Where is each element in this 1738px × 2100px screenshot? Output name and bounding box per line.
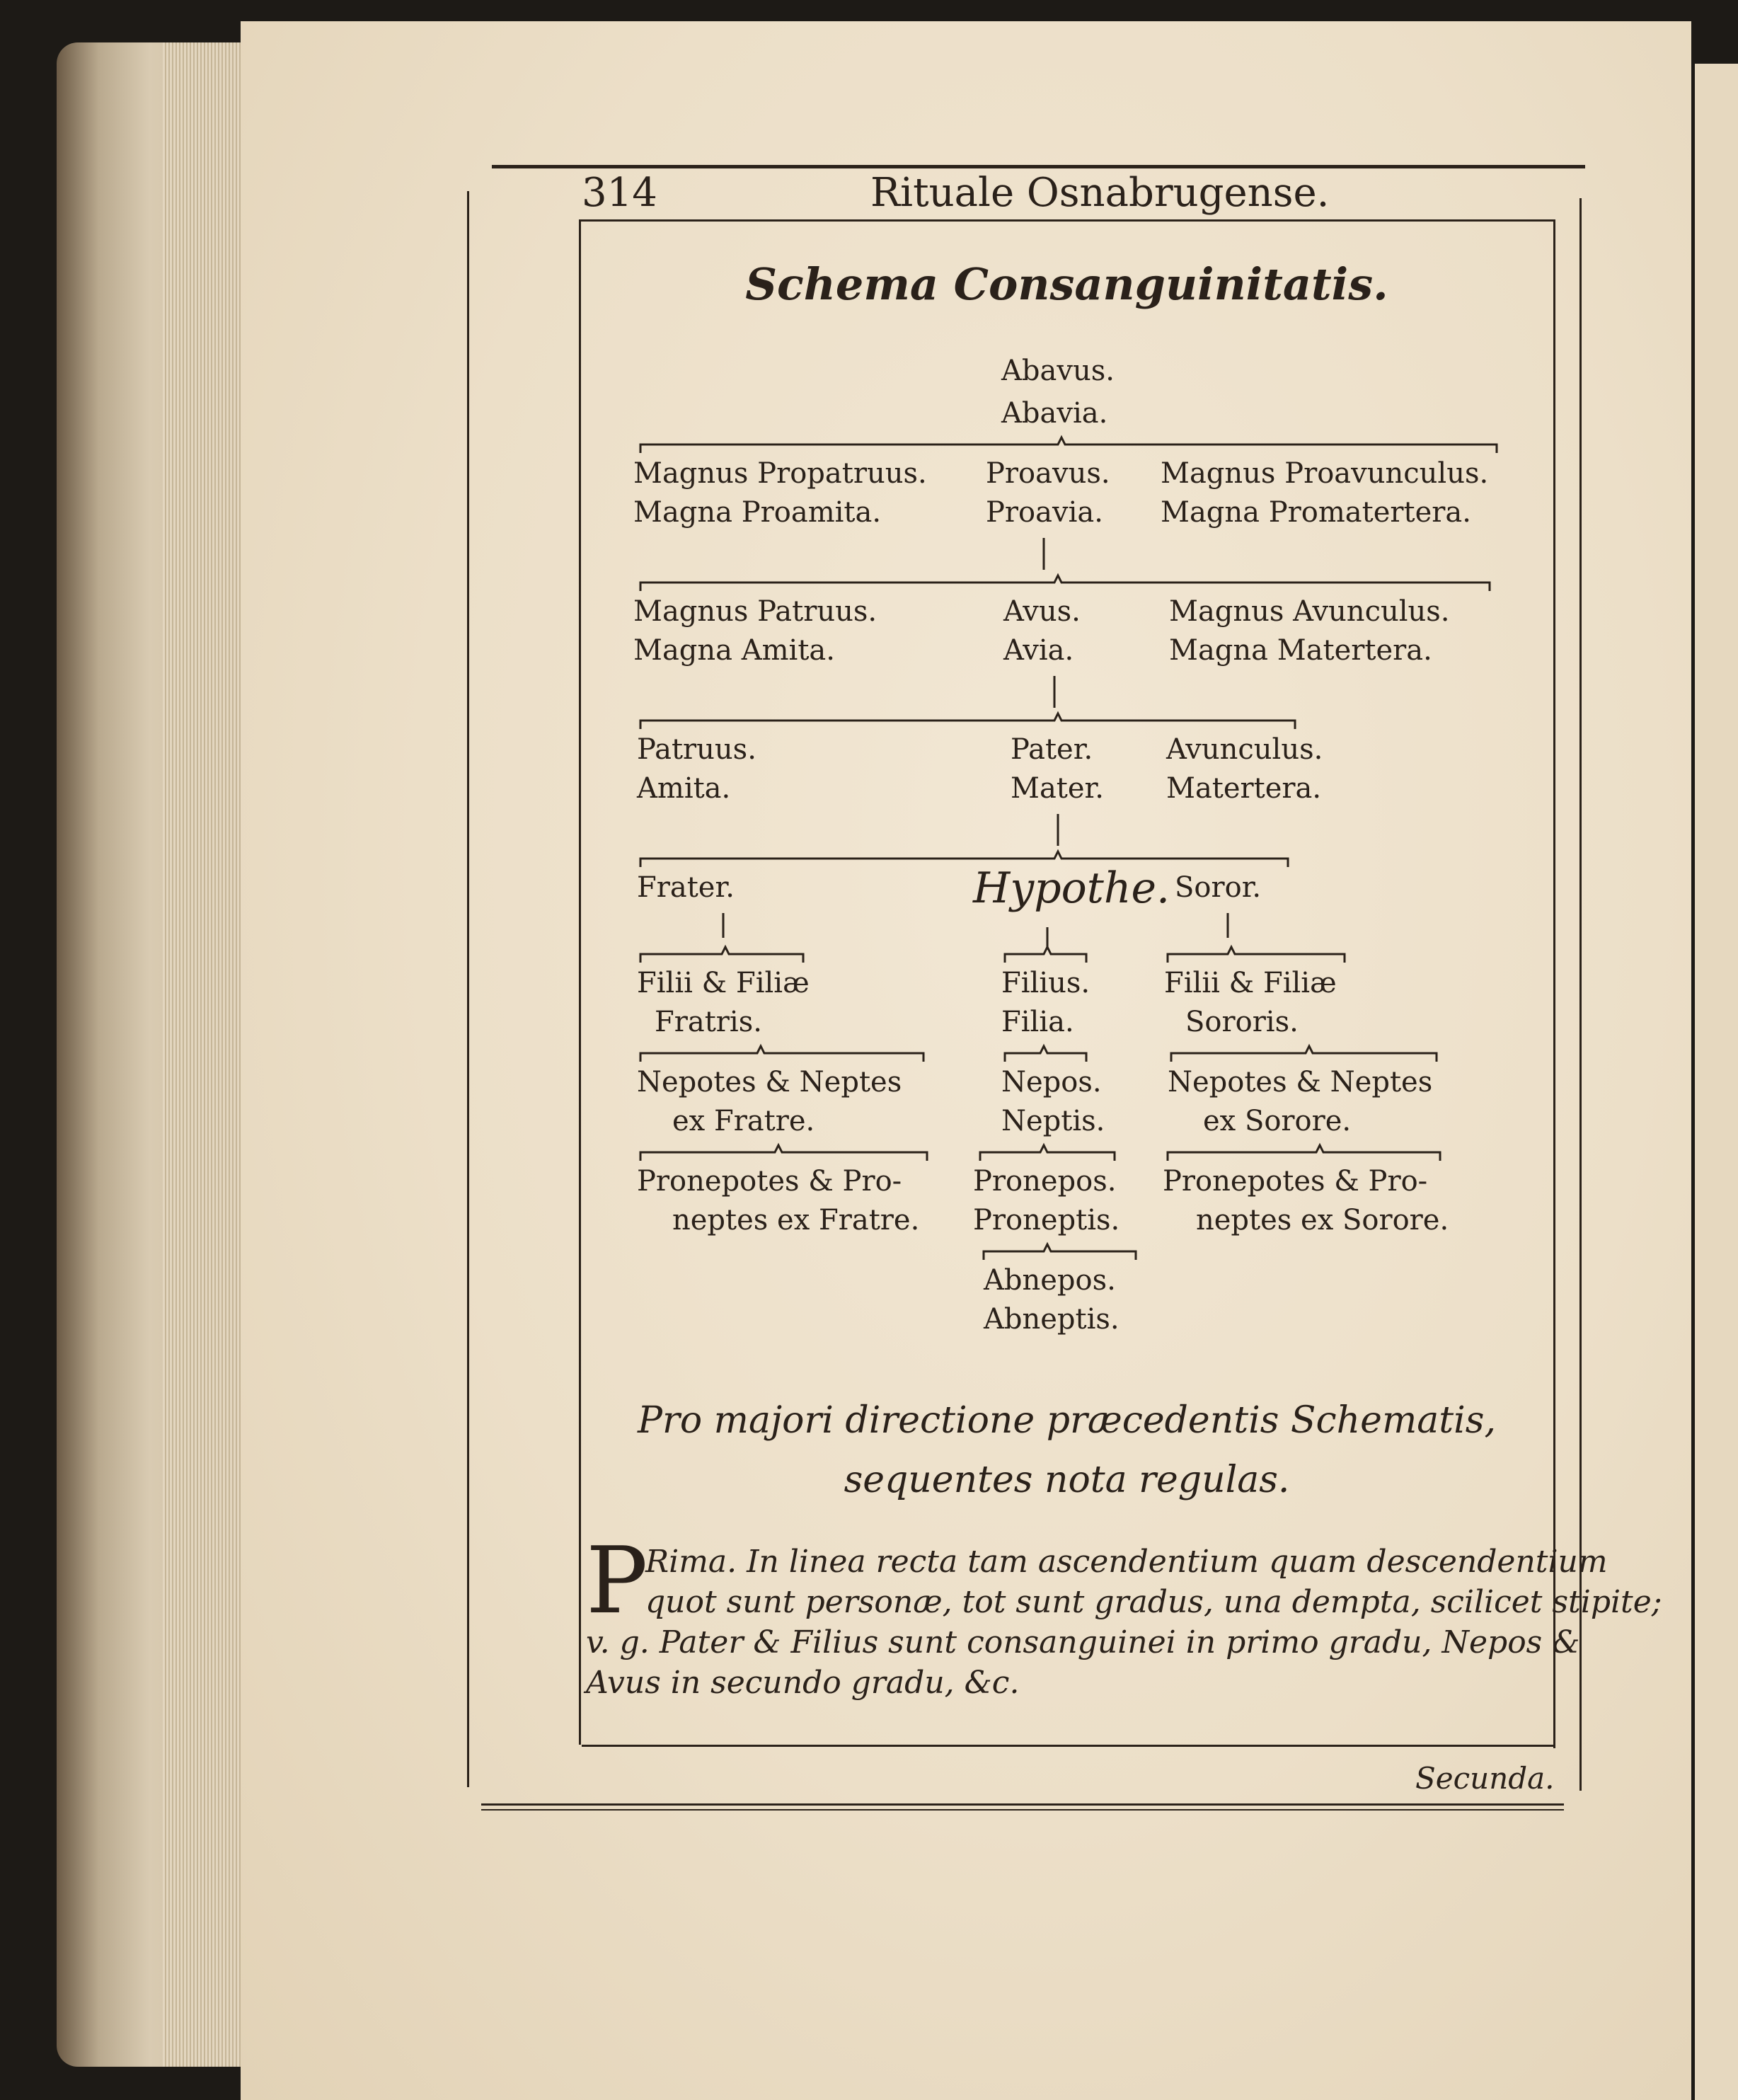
- hypothe: Hypothe.: [973, 863, 1170, 913]
- great-grandchildren-left-2: neptes ex Fratre.: [672, 1204, 920, 1237]
- great-grandchildren-center-2: Proneptis.: [973, 1204, 1120, 1237]
- abavus: Abavus.: [1001, 355, 1115, 387]
- rules-title-line1: Pro majori directione præcedentis Schematis,: [637, 1399, 1496, 1442]
- row2-left-1: Patruus.: [637, 733, 756, 766]
- children-right-2: Sororis.: [1185, 1006, 1299, 1038]
- catchword: Secunda.: [1415, 1761, 1555, 1796]
- schema-title: Schema Consanguinitatis.: [745, 258, 1388, 310]
- soror: Soror.: [1175, 871, 1262, 904]
- rules-title: [580, 1391, 1553, 1510]
- children-left-2: Fratris.: [655, 1006, 762, 1038]
- abneptis: Abneptis.: [984, 1303, 1120, 1336]
- children-center-2: Filia.: [1001, 1006, 1074, 1038]
- row0-left-2: Magna Proamita.: [633, 496, 882, 529]
- rule-line-1: Rima. In linea recta tam ascendentium quam descendentium: [645, 1544, 1608, 1580]
- running-title: Rituale Osnabrugense.: [870, 170, 1330, 216]
- row0-left-1: Magnus Propatruus.: [633, 457, 927, 490]
- row1-left-2: Magna Amita.: [633, 634, 835, 667]
- abnepos: Abnepos.: [984, 1264, 1116, 1297]
- row0-center-1: Proavus.: [986, 457, 1110, 490]
- row0-right-2: Magna Promatertera.: [1161, 496, 1471, 529]
- grandchildren-left-1: Nepotes & Neptes: [637, 1066, 902, 1098]
- great-grandchildren-right-2: neptes ex Sorore.: [1196, 1204, 1449, 1237]
- grandchildren-right-1: Nepotes & Neptes: [1168, 1066, 1433, 1098]
- row2-right-1: Avunculus.: [1166, 733, 1323, 766]
- grandchildren-center-2: Neptis.: [1001, 1105, 1105, 1137]
- children-center-1: Filius.: [1001, 967, 1090, 999]
- rules-title-line2: sequentes nota regulas.: [844, 1459, 1290, 1501]
- abavia: Abavia.: [1001, 397, 1108, 430]
- row1-right-2: Magna Matertera.: [1169, 634, 1432, 667]
- row0-center-2: Proavia.: [986, 496, 1103, 529]
- grandchildren-left-2: ex Fratre.: [672, 1105, 815, 1137]
- row1-center-1: Avus.: [1003, 595, 1081, 628]
- rule-line-2: quot sunt personæ, tot sunt gradus, una dempta, scilicet stipite;: [645, 1584, 1662, 1620]
- row2-left-2: Amita.: [637, 772, 731, 805]
- great-grandchildren-center-1: Pronepos.: [973, 1165, 1117, 1198]
- row2-right-2: Matertera.: [1166, 772, 1322, 805]
- row1-right-1: Magnus Avunculus.: [1169, 595, 1450, 628]
- grandchildren-right-2: ex Sorore.: [1203, 1105, 1352, 1137]
- children-right-1: Filii & Filiæ: [1164, 967, 1337, 999]
- great-grandchildren-right-1: Pronepotes & Pro-: [1163, 1165, 1428, 1198]
- row2-center-1: Pater.: [1011, 733, 1093, 766]
- row1-center-2: Avia.: [1003, 634, 1074, 667]
- drop-cap: P: [586, 1527, 648, 1634]
- great-grandchildren-left-1: Pronepotes & Pro-: [637, 1165, 902, 1198]
- grandchildren-center-1: Nepos.: [1001, 1066, 1102, 1098]
- row1-left-1: Magnus Patruus.: [633, 595, 877, 628]
- row2-center-2: Mater.: [1011, 772, 1104, 805]
- row0-right-1: Magnus Proavunculus.: [1161, 457, 1489, 490]
- children-left-1: Filii & Filiæ: [637, 967, 810, 999]
- rule-line-3: v. g. Pater & Filius sunt consanguinei in primo gradu, Nepos &: [586, 1624, 1580, 1660]
- frater: Frater.: [637, 871, 735, 904]
- page-number: 314: [582, 170, 657, 216]
- rule-line-4: Avus in secundo gradu, &c.: [586, 1665, 1020, 1701]
